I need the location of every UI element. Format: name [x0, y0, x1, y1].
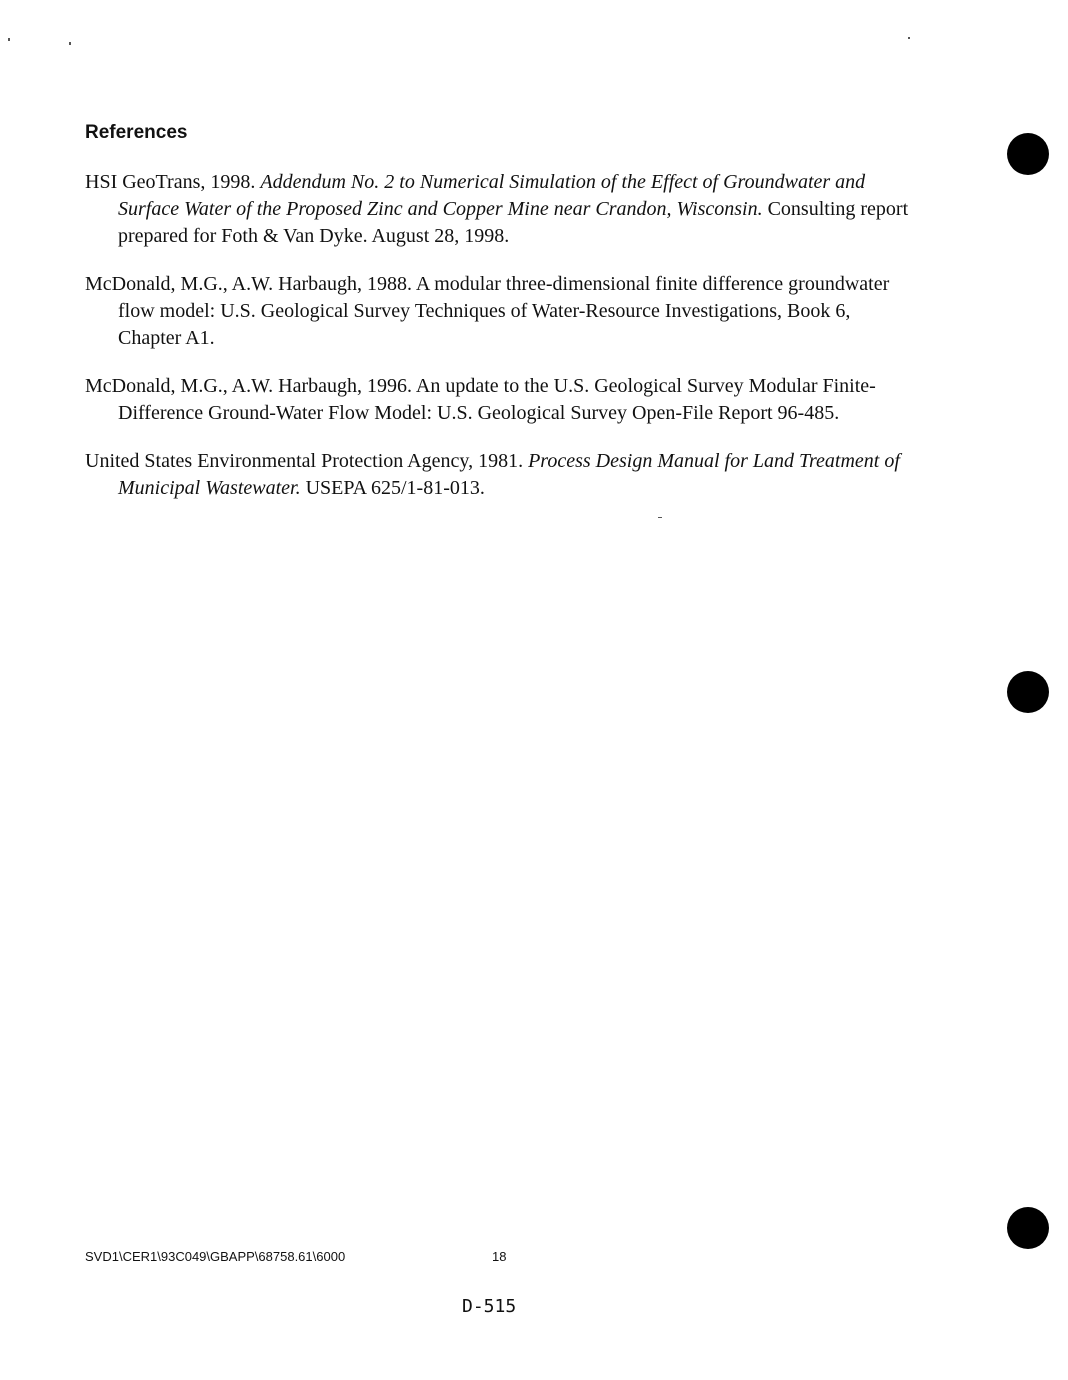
reference-list	[85, 169, 915, 523]
reference-item	[85, 271, 915, 352]
reference-item	[85, 373, 915, 427]
reference-text: McDonald, M.G., A.W. Harbaugh, 1988. A modular three-dimensional finite difference groundwater flow model: U.S. Geological Survey Techniques of Water-Resource Investigations, Book 6, Chapter A1.	[85, 273, 890, 349]
reference-details: USEPA 625/1-81-013.	[300, 477, 485, 499]
scan-speck	[69, 42, 71, 45]
reference-details: Consulting report prepared for Foth & Van Dyke. August 28, 1998.	[118, 198, 909, 247]
page-heading: References	[85, 122, 188, 143]
footer-page-number: 18	[492, 1249, 507, 1264]
scan-speck	[908, 37, 910, 39]
reference-author-year: United States Environmental Protection Agency, 1981.	[85, 450, 529, 472]
binder-hole-bottom	[1007, 1207, 1049, 1249]
reference-title: Addendum No. 2 to Numerical Simulation of the Effect of Groundwater and Surface Water of the Proposed Zinc and Copper Mine near Crandon, Wisconsin.	[118, 171, 866, 220]
document-number: D-515	[462, 1296, 517, 1317]
reference-item	[85, 448, 915, 502]
scan-speck	[8, 38, 10, 41]
reference-item	[85, 169, 915, 250]
reference-author-year: HSI GeoTrans, 1998.	[85, 171, 261, 193]
reference-title: Process Design Manual for Land Treatment of Municipal Wastewater.	[118, 450, 900, 499]
scan-speck	[658, 517, 662, 518]
footer-file-path: SVD1\CER1\93C049\GBAPP\68758.61\6000	[85, 1249, 346, 1264]
reference-text: McDonald, M.G., A.W. Harbaugh, 1996. An update to the U.S. Geological Survey Modular Finite-Difference Ground-Water Flow Model: U.S. Geological Survey Open-File Report 96-485.	[85, 375, 876, 424]
binder-hole-middle	[1007, 671, 1049, 713]
binder-hole-top	[1007, 133, 1049, 175]
